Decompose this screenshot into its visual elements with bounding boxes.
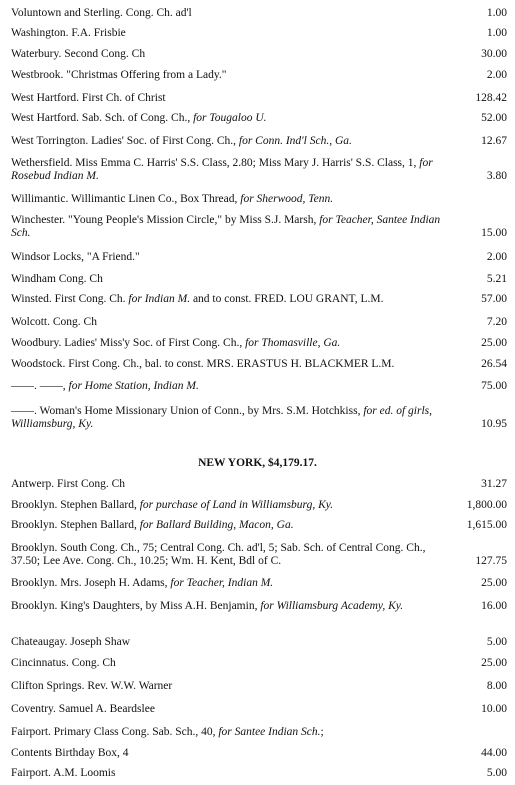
entry-amount: 25.00 [481,577,507,589]
list-item [11,636,507,649]
entry-amount: 25.00 [481,657,507,669]
entry-designation: for Home Station, Indian M. [68,380,199,392]
entry-description [11,703,449,716]
list-item [11,27,507,40]
list-item [11,293,507,306]
entry-description [11,337,449,350]
list-item [11,767,507,780]
entry-amount: 44.00 [481,747,507,759]
section-heading: NEW YORK, $4,179.17. [198,457,317,469]
list-item [11,478,507,491]
list-item [11,542,507,568]
entry-description [11,680,449,693]
entry-amount: 57.00 [481,293,507,305]
entry-description [11,358,449,371]
entry-description [11,112,449,125]
entry-description [11,135,449,148]
list-item [11,726,507,739]
list-item [11,577,507,590]
entry-description [11,27,449,40]
entry-designation: for Thomasville, Ga. [245,337,341,349]
list-item [11,358,507,371]
entry-amount: 8.00 [486,680,507,692]
entry-amount: 3.80 [486,170,507,182]
entry-amount: 10.00 [481,703,507,715]
entry-amount: 5.00 [486,767,507,779]
entry-amount: 15.00 [481,227,507,239]
list-item [11,600,507,613]
entry-description [11,577,449,590]
list-item [11,657,507,670]
entry-text: Coventry. Samuel A. Beardslee [11,703,155,715]
entry-description [11,316,449,329]
entry-text: Windham Cong. Ch [11,273,103,285]
list-item [11,747,507,760]
entry-text: Woodstock. First Cong. Ch., bal. to const. MRS. ERASTUS H. BLACKMER L.M. [11,358,395,370]
entry-designation: for Teacher, Santee Indian Sch. [11,214,441,239]
entry-text: ; [320,726,324,738]
entry-text: Winchester. "Young People's Mission Circle," by Miss S.J. Marsh, [11,214,320,226]
entry-amount: 25.00 [481,337,507,349]
entry-text: Brooklyn. Stephen Ballard, [11,499,140,511]
entry-description [11,600,449,613]
entry-text: West Hartford. Sab. Sch. of Cong. Ch., [11,112,194,124]
entry-amount: 16.00 [481,600,507,612]
entry-text: Winsted. First Cong. Ch. [11,293,129,305]
entry-designation: for Sherwood, Tenn. [240,193,334,205]
entry-text: Chateaugay. Joseph Shaw [11,636,131,648]
entry-description [11,7,449,20]
entry-text: Antwerp. First Cong. Ch [11,478,126,490]
list-item [11,157,507,183]
entry-designation: for Conn. Ind'l Sch., Ga. [238,135,352,147]
entry-text: Windsor Locks, "A Friend." [11,251,140,263]
list-item [11,273,507,286]
entry-amount: 26.54 [481,358,507,370]
entry-text: Brooklyn. King's Daughters, by Miss A.H. Benjamin, [11,600,261,612]
entry-text: Woodbury. Ladies' Miss'y Soc. of First Cong. Ch., [11,337,246,349]
entry-text: Willimantic. Willimantic Linen Co., Box Thread, [11,193,241,205]
entry-amount: 10.95 [481,418,507,430]
entry-description [11,542,449,568]
entry-description [11,726,449,739]
entry-amount: 1.00 [486,27,507,39]
entry-text: Brooklyn. Mrs. Joseph H. Adams, [11,577,171,589]
entry-amount: 5.21 [486,273,507,285]
entry-description [11,193,449,206]
entry-amount: 5.00 [486,636,507,648]
entry-text: Waterbury. Second Cong. Ch [11,48,146,60]
entry-amount: 1,615.00 [466,519,507,531]
entry-designation: for Rosebud Indian M. [11,157,433,182]
entry-amount: 52.00 [481,112,507,124]
entry-description [11,251,449,264]
entry-amount: 1,800.00 [466,499,507,511]
entry-designation: for ed. of girls, Williamsburg, Ky. [11,405,433,430]
entry-text: Wethersfield. Miss Emma C. Harris' S.S. Class, 2.80; Miss Mary J. Harris' S.S. Class, 1, [11,157,420,169]
entry-text: Voluntown and Sterling. Cong. Ch. ad'l [11,7,192,19]
entry-description [11,380,449,393]
list-item [11,193,507,206]
entry-text: Westbrook. "Christmas Offering from a Lady." [11,69,227,81]
entry-text: Brooklyn. South Cong. Ch., 75; Central Cong. Ch. ad'l, 5; Sab. Sch. of Central Cong. Ch., 37.50; Lee Ave. Cong. Ch., 10.25; Wm. H. Kent, Bdl of C. [11,542,426,567]
entry-text: Fairport. A.M. Loomis [11,767,116,779]
entry-designation: for Tougaloo U. [193,112,267,124]
list-item [11,214,507,240]
entry-amount: 12.67 [481,135,507,147]
entry-text: and to const. FRED. LOU GRANT, L.M. [190,293,384,305]
entry-amount: 127.75 [475,555,507,567]
entry-description [11,293,449,306]
entry-text: ——. ——, [11,380,69,392]
list-item [11,703,507,716]
entry-text: West Torrington. Ladies' Soc. of First Cong. Ch., [11,135,239,147]
list-item [11,316,507,329]
list-item [11,112,507,125]
entry-description [11,499,449,512]
entry-description [11,273,449,286]
list-item [11,48,507,61]
entry-description [11,214,449,240]
entry-text: Wolcott. Cong. Ch [11,316,97,328]
list-item [11,380,507,393]
entry-amount: 7.20 [486,316,507,328]
list-item [11,69,507,82]
entry-amount: 2.00 [486,251,507,263]
entry-designation: for Williamsburg Academy, Ky. [260,600,404,612]
entry-description [11,636,449,649]
entry-text: Cincinnatus. Cong. Ch [11,657,116,669]
list-item [11,499,507,512]
entry-description [11,657,449,670]
entry-text: West Hartford. First Ch. of Christ [11,92,166,104]
entry-description [11,747,449,760]
entry-description [11,478,449,491]
entry-text: Brooklyn. Stephen Ballard, [11,519,140,531]
entry-text: Washington. F.A. Frisbie [11,27,126,39]
entry-description [11,405,449,431]
entry-description [11,69,449,82]
entry-designation: for Santee Indian Sch. [218,726,321,738]
entry-description [11,767,449,780]
list-item [11,337,507,350]
list-item [11,7,507,20]
list-item [11,251,507,264]
entry-amount: 2.00 [486,69,507,81]
entry-text: Clifton Springs. Rev. W.W. Warner [11,680,173,692]
entry-text: Fairport. Primary Class Cong. Sab. Sch., 40, [11,726,219,738]
entry-amount: 128.42 [475,92,507,104]
entry-text: Contents Birthday Box, 4 [11,747,129,759]
entry-amount: 1.00 [486,7,507,19]
entry-amount: 75.00 [481,380,507,392]
entry-description [11,48,449,61]
entry-designation: for Teacher, Indian M. [170,577,274,589]
entry-designation: for Ballard Building, Macon, Ga. [139,519,294,531]
list-item [11,135,507,148]
list-item [11,405,507,431]
entry-description [11,92,449,105]
entry-description [11,519,449,532]
entry-text: ——. Woman's Home Missionary Union of Conn., by Mrs. S.M. Hotchkiss, [11,405,364,417]
entry-description [11,157,449,183]
entry-amount: 30.00 [481,48,507,60]
list-item [11,680,507,693]
list-item [11,519,507,532]
entry-designation: for purchase of Land in Williamsburg, Ky. [139,499,334,511]
entry-amount: 31.27 [481,478,507,490]
entry-designation: for Indian M. [128,293,191,305]
list-item [11,92,507,105]
